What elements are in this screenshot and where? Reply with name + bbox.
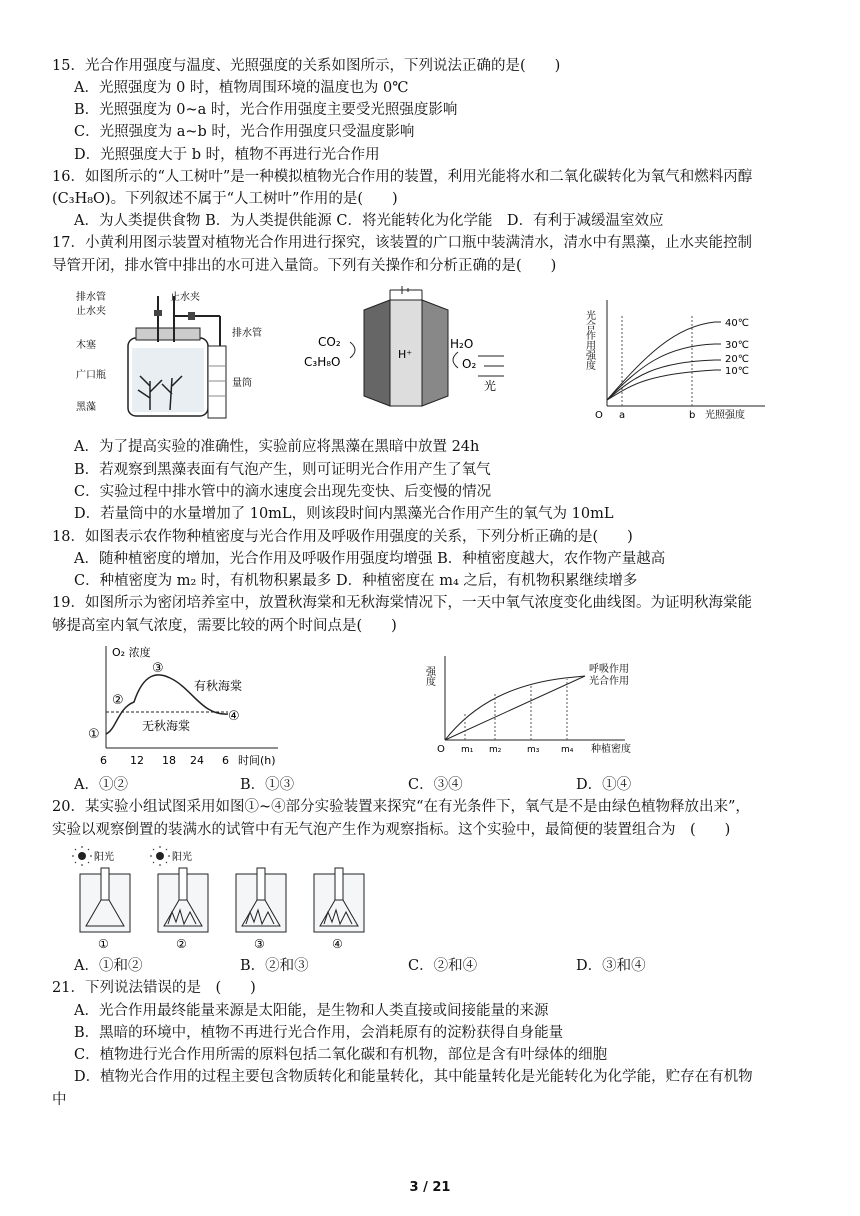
q19-option-b: B．①③ (240, 777, 295, 793)
apparatus-label-drain-pipe-right: 排水管 (232, 328, 262, 339)
density-chart-xlabel: 种植密度 (591, 744, 631, 755)
o2-chart-tick-2: 12 (130, 754, 144, 767)
o2-concentration-chart (82, 642, 282, 770)
leaf-label-light: 光 (484, 379, 497, 393)
apparatus-label-clamp-left: 止水夹 (76, 306, 106, 317)
density-chart-tick-m4: m₄ (561, 745, 574, 755)
artificial-leaf-figure (298, 286, 508, 421)
apparatus-label-cylinder: 量筒 (232, 378, 252, 389)
q21-option-c: C．植物进行光合作用所需的原料包括二氧化碳和有机物，部位是含有叶绿体的细胞 (74, 1047, 608, 1063)
beaker-3 (236, 868, 286, 932)
o2-chart-point-1: ① (88, 727, 100, 742)
q16-stem-line1: 16．如图所示的“人工树叶”是一种模拟植物光合作用的装置，利用光能将水和二氧化碳转化为氧气和燃料丙醇 (52, 169, 753, 185)
q20-stem-line2: 实验以观察倒置的装满水的试管中有无气泡产生作为观察指标。这个实验中，最简便的装置组合为 ( ) (52, 822, 731, 838)
density-chart-tick-m2: m₂ (489, 745, 502, 755)
q18-options-cd: C．种植密度为 m₂ 时，有机物积累最多 D．种植密度在 m₄ 之后，有机物积累继续增多 (74, 573, 638, 589)
q18-options-ab: A．随种植密度的增加，光合作用及呼吸作用强度均增强 B．种植密度越大，农作物产量越高 (74, 551, 666, 567)
q17-option-c: C．实验过程中排水管中的滴水速度会出现先变快、后变慢的情况 (74, 484, 492, 500)
o2-chart-tick-1: 6 (100, 754, 107, 767)
temp-chart-series-40: 40℃ (725, 318, 749, 329)
q21-option-a: A．光合作用最终能量来源是太阳能，是生物和人类直接或间接能量的来源 (74, 1003, 549, 1019)
q21-option-d-line1: D．植物光合作用的过程主要包含物质转化和能量转化，其中能量转化是光能转化为化学能，贮存在有机物 (74, 1069, 753, 1085)
density-chart-photo-label: 光合作用 (589, 676, 629, 687)
beaker-number-4: ④ (332, 937, 343, 951)
q15-option-a: A．光照强度为 0 时，植物周围环境的温度也为 0℃ (74, 80, 409, 96)
beaker-number-1: ① (98, 937, 109, 951)
leaf-label-c3h8o: C₃H₈O (304, 355, 341, 369)
beaker-number-2: ② (176, 937, 187, 951)
sun-icon-1 (72, 846, 92, 866)
q17-stem-line1: 17．小黄利用图示装置对植物光合作用进行探究，该装置的广口瓶中装满清水，清水中有黑藻，止水夹能控制 (52, 235, 752, 251)
q21-option-d-line2: 中 (52, 1092, 67, 1108)
beaker-sun-label-2: 阳光 (172, 852, 192, 863)
q18-stem: 18．如图表示农作物种植密度与光合作用及呼吸作用强度的关系，下列分析正确的是( ) (52, 529, 633, 545)
density-chart-origin: O (437, 744, 445, 755)
q20-option-c: C．②和④ (408, 958, 478, 974)
q20-stem-line1: 20．某实验小组试图采用如图①~④部分实验装置来探究“在有光条件下，氧气是不是由绿色植物释放出来”， (52, 799, 750, 815)
q16-stem-line2: (C₃H₈O)。下列叙述不属于“人工树叶”作用的是( ) (52, 191, 398, 207)
o2-chart-tick-3: 18 (162, 754, 176, 767)
beaker-number-3: ③ (254, 937, 265, 951)
temp-chart-series-30: 30℃ (725, 340, 749, 351)
beaker-2 (158, 868, 208, 932)
sun-icon-2 (150, 846, 170, 866)
o2-chart-with-label: 有秋海棠 (194, 679, 243, 693)
density-chart-tick-m1: m₁ (461, 745, 474, 755)
leaf-label-o2: O₂ (462, 357, 477, 371)
q20-option-d: D．③和④ (576, 958, 646, 974)
o2-chart-tick-4: 24 (190, 754, 204, 767)
q21-stem: 21．下列说法错误的是 ( ) (52, 980, 256, 996)
apparatus-label-jar: 广口瓶 (76, 370, 106, 381)
q15-option-d: D．光照强度大于 b 时，植物不再进行光合作用 (74, 147, 380, 163)
beaker-sun-label-1: 阳光 (94, 852, 114, 863)
page-number: 3 / 21 (409, 1180, 451, 1195)
temp-chart-series-20: 20℃ (725, 354, 749, 365)
q19-stem-line1: 19．如图所示为密闭培养室中，放置秋海棠和无秋海棠情况下，一天中氧气浓度变化曲线图。为证明秋海棠能 (52, 595, 752, 611)
q20-option-b: B．②和③ (240, 958, 309, 974)
temp-chart-xlabel: 光照强度 (705, 410, 745, 421)
density-chart-ylabel: 强度 (423, 666, 435, 686)
beaker-4 (314, 868, 364, 932)
o2-chart-xlabel: 时间(h) (238, 754, 276, 767)
q19-option-a: A．①② (74, 777, 128, 793)
temp-chart-ylabel: 光合作用强度 (583, 310, 595, 370)
leaf-label-hplus: H⁺ (398, 348, 413, 361)
q16-options: A．为人类提供食物 B．为人类提供能源 C．将光能转化为化学能 D．有利于减缓温室效应 (74, 213, 664, 229)
density-chart-resp-label: 呼吸作用 (589, 664, 629, 675)
leaf-label-h2o: H₂O (450, 337, 474, 351)
apparatus-label-cork: 木塞 (76, 340, 96, 351)
temp-chart-a: a (619, 410, 626, 421)
o2-chart-tick-5: 6 (222, 754, 229, 767)
q20-option-a: A．①和② (74, 958, 143, 974)
apparatus-label-drain-pipe-left: 排水管 (76, 292, 106, 303)
q19-option-c: C．③④ (408, 777, 463, 793)
temperature-light-chart (585, 296, 775, 420)
q19-option-d: D．①④ (576, 777, 632, 793)
q15-stem: 15．光合作用强度与温度、光照强度的关系如图所示，下列说法正确的是( ) (52, 58, 561, 74)
temp-chart-origin: O (595, 410, 603, 421)
beaker-setups-figure (72, 846, 372, 952)
q15-option-c: C．光照强度为 a~b 时，光合作用强度只受温度影响 (74, 124, 415, 140)
temp-chart-b: b (689, 410, 696, 421)
q17-option-d: D．若量筒中的水量增加了 10mL，则该段时间内黑藻光合作用产生的氧气为 10mL (74, 506, 614, 522)
o2-chart-point-4: ④ (228, 709, 240, 724)
q15-option-b: B．光照强度为 0~a 时，光合作用强度主要受光照强度影响 (74, 102, 458, 118)
leaf-label-co2: CO₂ (318, 335, 341, 349)
q17-stem-line2: 导管开闭，排水管中排出的水可进入量筒。下列有关操作和分析正确的是( ) (52, 258, 557, 274)
apparatus-label-hydrilla: 黑藻 (76, 402, 96, 413)
apparatus-label-clamp-right: 止水夹 (170, 292, 200, 303)
temp-chart-series-10: 10℃ (725, 366, 749, 377)
q17-option-b: B．若观察到黑藻表面有气泡产生，则可证明光合作用产生了氧气 (74, 462, 491, 478)
o2-chart-without-label: 无秋海棠 (142, 719, 191, 733)
planting-density-chart (425, 652, 665, 762)
q21-option-b: B．黑暗的环境中，植物不再进行光合作用，会消耗原有的淀粉获得自身能量 (74, 1025, 564, 1041)
o2-chart-point-2: ② (112, 693, 124, 708)
o2-chart-ylabel: O₂ 浓度 (112, 646, 151, 659)
q17-option-a: A．为了提高实验的准确性，实验前应将黑藻在黑暗中放置 24h (74, 439, 480, 455)
apparatus-figure (70, 286, 280, 426)
o2-chart-point-3: ③ (152, 661, 164, 676)
beaker-1 (80, 868, 130, 932)
density-chart-tick-m3: m₃ (527, 745, 540, 755)
q19-stem-line2: 够提高室内氧气浓度，需要比较的两个时间点是( ) (52, 618, 397, 634)
